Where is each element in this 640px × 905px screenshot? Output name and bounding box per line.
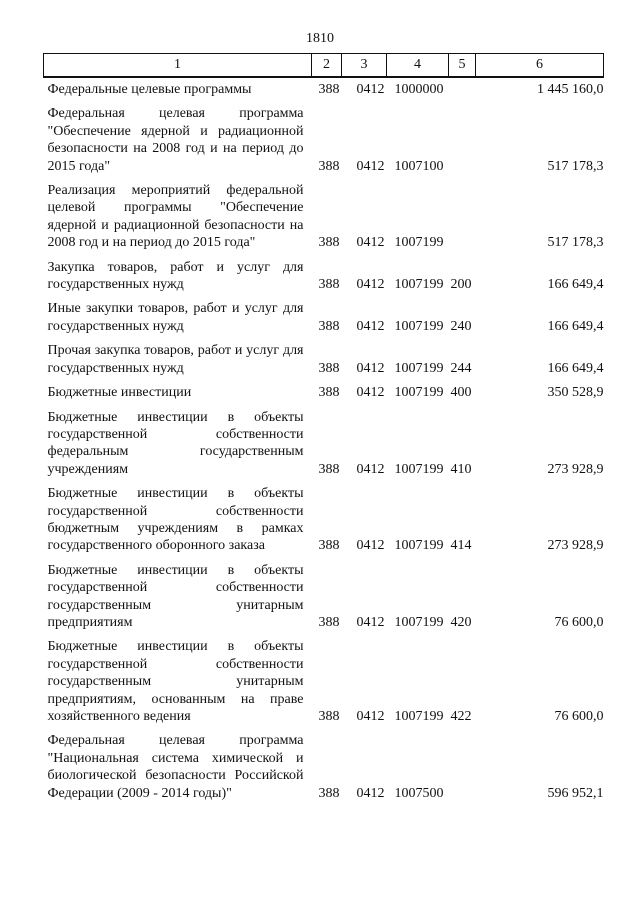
table-row xyxy=(44,77,604,102)
row-ved-code: 388 xyxy=(318,385,340,401)
row-amount: 76 600,0 xyxy=(554,614,604,630)
row-name: Федеральная целевая программа "Национальная система химической и биологической безопасности Российской Федерации (2009 - 2014 годы)" xyxy=(47,733,304,801)
row-amount: 273 928,9 xyxy=(547,538,604,554)
row-expense-type-code: 240 xyxy=(450,318,472,334)
table-row xyxy=(44,381,604,405)
row-expense-type-code: 420 xyxy=(450,614,472,630)
row-name: Бюджетные инвестиции в объекты государственной собственности государственным унитарным предприятиям xyxy=(47,562,304,630)
row-ved-code: 388 xyxy=(318,235,340,251)
row-expense-type-code xyxy=(449,179,476,256)
row-target-code: 1007199 xyxy=(394,538,444,554)
table-row xyxy=(44,339,604,381)
row-amount: 596 952,1 xyxy=(547,785,604,801)
row-section-code: 0412 xyxy=(356,785,385,801)
table-row xyxy=(44,406,604,483)
row-target-code: 1007199 xyxy=(394,277,444,293)
table-header xyxy=(44,54,604,78)
table-row xyxy=(44,635,604,729)
table-row xyxy=(44,559,604,636)
header-col-6: 6 xyxy=(476,54,604,78)
table-body xyxy=(44,77,604,806)
row-expense-type-code xyxy=(449,729,476,806)
row-ved-code: 388 xyxy=(318,538,340,554)
row-expense-type-code: 422 xyxy=(450,709,472,724)
row-amount: 166 649,4 xyxy=(547,277,604,293)
header-col-2: 2 xyxy=(312,54,342,78)
row-target-code: 1000000 xyxy=(394,82,444,97)
row-expense-type-code: 244 xyxy=(450,360,472,376)
row-amount: 517 178,3 xyxy=(547,158,604,174)
table-row xyxy=(44,297,604,339)
row-expense-type-code: 400 xyxy=(450,385,472,401)
row-expense-type-code xyxy=(449,77,476,102)
row-target-code: 1007199 xyxy=(394,461,444,477)
row-section-code: 0412 xyxy=(356,461,385,477)
row-target-code: 1007199 xyxy=(394,385,444,401)
header-col-4: 4 xyxy=(387,54,449,78)
row-name: Федеральная целевая программа "Обеспечение ядерной и радиационной безопасности на 2008 год и на период до 2015 года" xyxy=(47,106,304,174)
row-name: Реализация мероприятий федеральной целевой программы "Обеспечение ядерной и радиационной безопасности на 2008 год и на период до 2015 года" xyxy=(47,183,304,251)
row-ved-code: 388 xyxy=(318,318,340,334)
row-target-code: 1007199 xyxy=(394,318,444,334)
row-expense-type-code: 410 xyxy=(450,461,472,477)
row-name: Бюджетные инвестиции в объекты государственной собственности бюджетным учреждениям в рамках государственного оборонного заказа xyxy=(47,486,304,554)
row-section-code: 0412 xyxy=(356,318,385,334)
table-row xyxy=(44,729,604,806)
row-ved-code: 388 xyxy=(318,277,340,293)
row-name: Бюджетные инвестиции xyxy=(47,385,192,401)
row-section-code: 0412 xyxy=(356,277,385,293)
row-ved-code: 388 xyxy=(318,614,340,630)
row-section-code: 0412 xyxy=(356,709,385,724)
row-section-code: 0412 xyxy=(356,360,385,376)
row-name: Бюджетные инвестиции в объекты государственной собственности государственным унитарным предприятиям, основанным на праве хозяйственного ведения xyxy=(47,639,304,724)
row-expense-type-code xyxy=(449,102,476,179)
table-row xyxy=(44,102,604,179)
row-name: Закупка товаров, работ и услуг для государственных нужд xyxy=(47,259,304,293)
row-ved-code: 388 xyxy=(318,785,340,801)
row-amount: 76 600,0 xyxy=(554,709,604,724)
row-target-code: 1007500 xyxy=(394,785,444,801)
row-section-code: 0412 xyxy=(356,158,385,174)
row-section-code: 0412 xyxy=(356,82,385,97)
row-ved-code: 388 xyxy=(318,360,340,376)
row-target-code: 1007199 xyxy=(394,614,444,630)
row-name: Федеральные целевые программы xyxy=(47,82,252,97)
table-row xyxy=(44,179,604,256)
row-ved-code: 388 xyxy=(318,82,340,97)
row-amount: 166 649,4 xyxy=(547,318,604,334)
row-section-code: 0412 xyxy=(356,385,385,401)
row-target-code: 1007199 xyxy=(394,709,444,724)
row-section-code: 0412 xyxy=(356,235,385,251)
budget-table xyxy=(43,53,604,806)
row-amount: 273 928,9 xyxy=(547,461,604,477)
header-col-5: 5 xyxy=(449,54,476,78)
row-expense-type-code: 414 xyxy=(450,538,472,554)
table-row xyxy=(44,256,604,298)
row-amount: 517 178,3 xyxy=(547,235,604,251)
header-row xyxy=(44,54,604,78)
row-amount: 166 649,4 xyxy=(547,360,604,376)
row-target-code: 1007100 xyxy=(394,158,444,174)
row-amount: 1 445 160,0 xyxy=(537,82,604,97)
table-row xyxy=(44,482,604,559)
row-ved-code: 388 xyxy=(318,158,340,174)
row-ved-code: 388 xyxy=(318,709,340,724)
row-name: Иные закупки товаров, работ и услуг для государственных нужд xyxy=(47,301,304,334)
page-number: 1810 xyxy=(306,31,334,46)
row-name: Бюджетные инвестиции в объекты государственной собственности федеральным государственным учреждениям xyxy=(47,409,304,477)
header-col-3: 3 xyxy=(342,54,387,78)
row-section-code: 0412 xyxy=(356,538,385,554)
row-ved-code: 388 xyxy=(318,461,340,477)
row-target-code: 1007199 xyxy=(394,235,444,251)
row-name: Прочая закупка товаров, работ и услуг для государственных нужд xyxy=(47,343,304,376)
row-section-code: 0412 xyxy=(356,614,385,630)
row-expense-type-code: 200 xyxy=(450,277,472,293)
row-amount: 350 528,9 xyxy=(547,385,604,401)
row-target-code: 1007199 xyxy=(394,360,444,376)
header-col-1: 1 xyxy=(44,54,312,78)
